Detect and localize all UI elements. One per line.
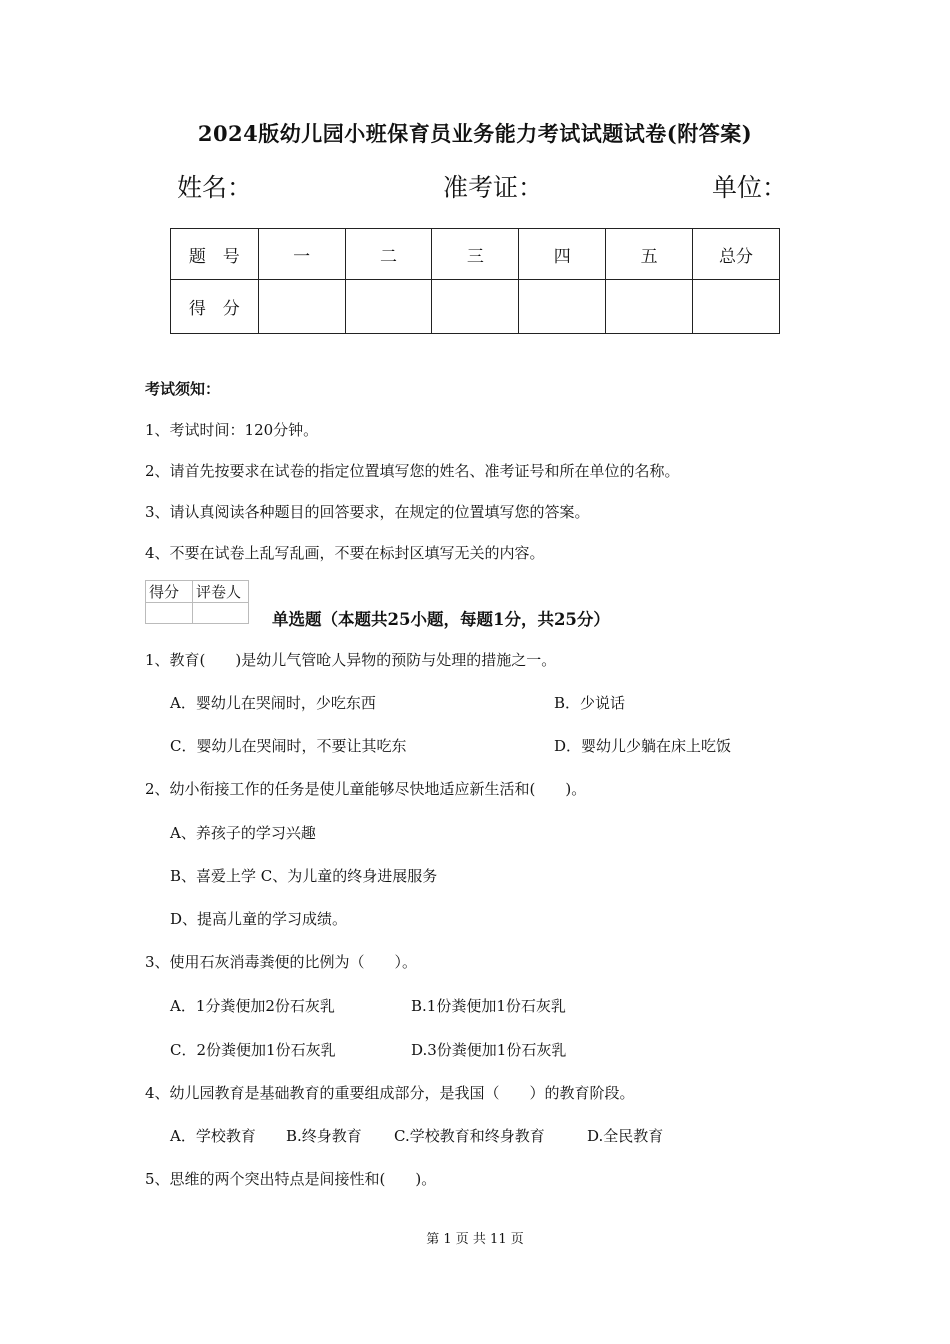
score-table-cell: 总分 bbox=[693, 229, 780, 280]
question-option: A、养孩子的学习兴趣 bbox=[170, 824, 316, 842]
question-option: A．1分粪便加2份石灰乳 bbox=[170, 997, 335, 1015]
score-table-cell: 题 号 bbox=[171, 229, 259, 280]
exam-number-label: 准考证： bbox=[443, 173, 544, 202]
unit-label: 单位： bbox=[712, 173, 788, 202]
grader-reviewer-label: 评卷人 bbox=[193, 581, 249, 603]
notice-item: 2、请首先按要求在试卷的指定位置填写您的姓名、准考证号和所在单位的名称。 bbox=[145, 462, 680, 480]
section-heading: 单选题（本题共25小题，每题1分，共25分） bbox=[272, 610, 610, 629]
score-table-cell bbox=[606, 280, 693, 334]
score-table-cell bbox=[693, 280, 780, 334]
score-table-cell: 得 分 bbox=[171, 280, 259, 334]
document-title: 2024版幼儿园小班保育员业务能力考试试题试卷(附答案) bbox=[197, 121, 753, 146]
question-stem: 4、幼儿园教育是基础教育的重要组成部分，是我国（ ）的教育阶段。 bbox=[145, 1084, 635, 1102]
question-stem: 3、使用石灰消毒粪便的比例为（ ）。 bbox=[145, 953, 418, 971]
score-table-cell: 五 bbox=[606, 229, 693, 280]
score-table-cell: 一 bbox=[258, 229, 345, 280]
score-table-cell: 二 bbox=[345, 229, 432, 280]
question-option: A．婴幼儿在哭闹时，少吃东西 bbox=[170, 694, 376, 712]
score-table-cell: 四 bbox=[519, 229, 606, 280]
question-option: B．少说话 bbox=[554, 694, 626, 712]
score-table-cell bbox=[519, 280, 606, 334]
score-table-cell bbox=[345, 280, 432, 334]
question-option: D.3份粪便加1份石灰乳 bbox=[411, 1041, 567, 1059]
question-stem: 5、思维的两个突出特点是间接性和( )。 bbox=[145, 1170, 437, 1188]
notice-item: 1、考试时间：120分钟。 bbox=[145, 421, 319, 439]
notice-title: 考试须知： bbox=[145, 380, 221, 398]
question-option: B.终身教育 bbox=[286, 1127, 362, 1145]
question-option: D.全民教育 bbox=[587, 1127, 664, 1145]
name-label: 姓名： bbox=[177, 173, 253, 202]
question-option: B.1份粪便加1份石灰乳 bbox=[411, 997, 566, 1015]
grader-score-label: 得分 bbox=[146, 581, 193, 603]
score-table-cell bbox=[258, 280, 345, 334]
score-table-header-row bbox=[171, 229, 780, 280]
question-stem: 2、幼小衔接工作的任务是使儿童能够尽快地适应新生活和( )。 bbox=[145, 780, 587, 798]
question-option: D．婴幼儿少躺在床上吃饭 bbox=[554, 737, 732, 755]
question-option: C．婴幼儿在哭闹时，不要让其吃东 bbox=[170, 737, 407, 755]
question-option: C.学校教育和终身教育 bbox=[394, 1127, 545, 1145]
grader-reviewer-cell bbox=[193, 603, 249, 624]
grader-score-cell bbox=[146, 603, 193, 624]
score-table bbox=[170, 228, 780, 334]
score-table-score-row bbox=[171, 280, 780, 334]
question-stem: 1、教育( )是幼儿气管呛人异物的预防与处理的措施之一。 bbox=[145, 651, 557, 669]
question-option: A．学校教育 bbox=[170, 1127, 256, 1145]
question-option: B、喜爱上学 C、为儿童的终身进展服务 bbox=[170, 867, 438, 885]
page-footer: 第 1 页 共 11 页 bbox=[426, 1232, 524, 1247]
notice-item: 4、不要在试卷上乱写乱画，不要在标封区填写无关的内容。 bbox=[145, 544, 545, 562]
notice-item: 3、请认真阅读各种题目的回答要求，在规定的位置填写您的答案。 bbox=[145, 503, 590, 521]
grader-box bbox=[145, 580, 249, 624]
question-option: D、提高儿童的学习成绩。 bbox=[170, 910, 348, 928]
score-table-cell: 三 bbox=[432, 229, 519, 280]
question-option: C．2份粪便加1份石灰乳 bbox=[170, 1041, 336, 1059]
score-table-cell bbox=[432, 280, 519, 334]
